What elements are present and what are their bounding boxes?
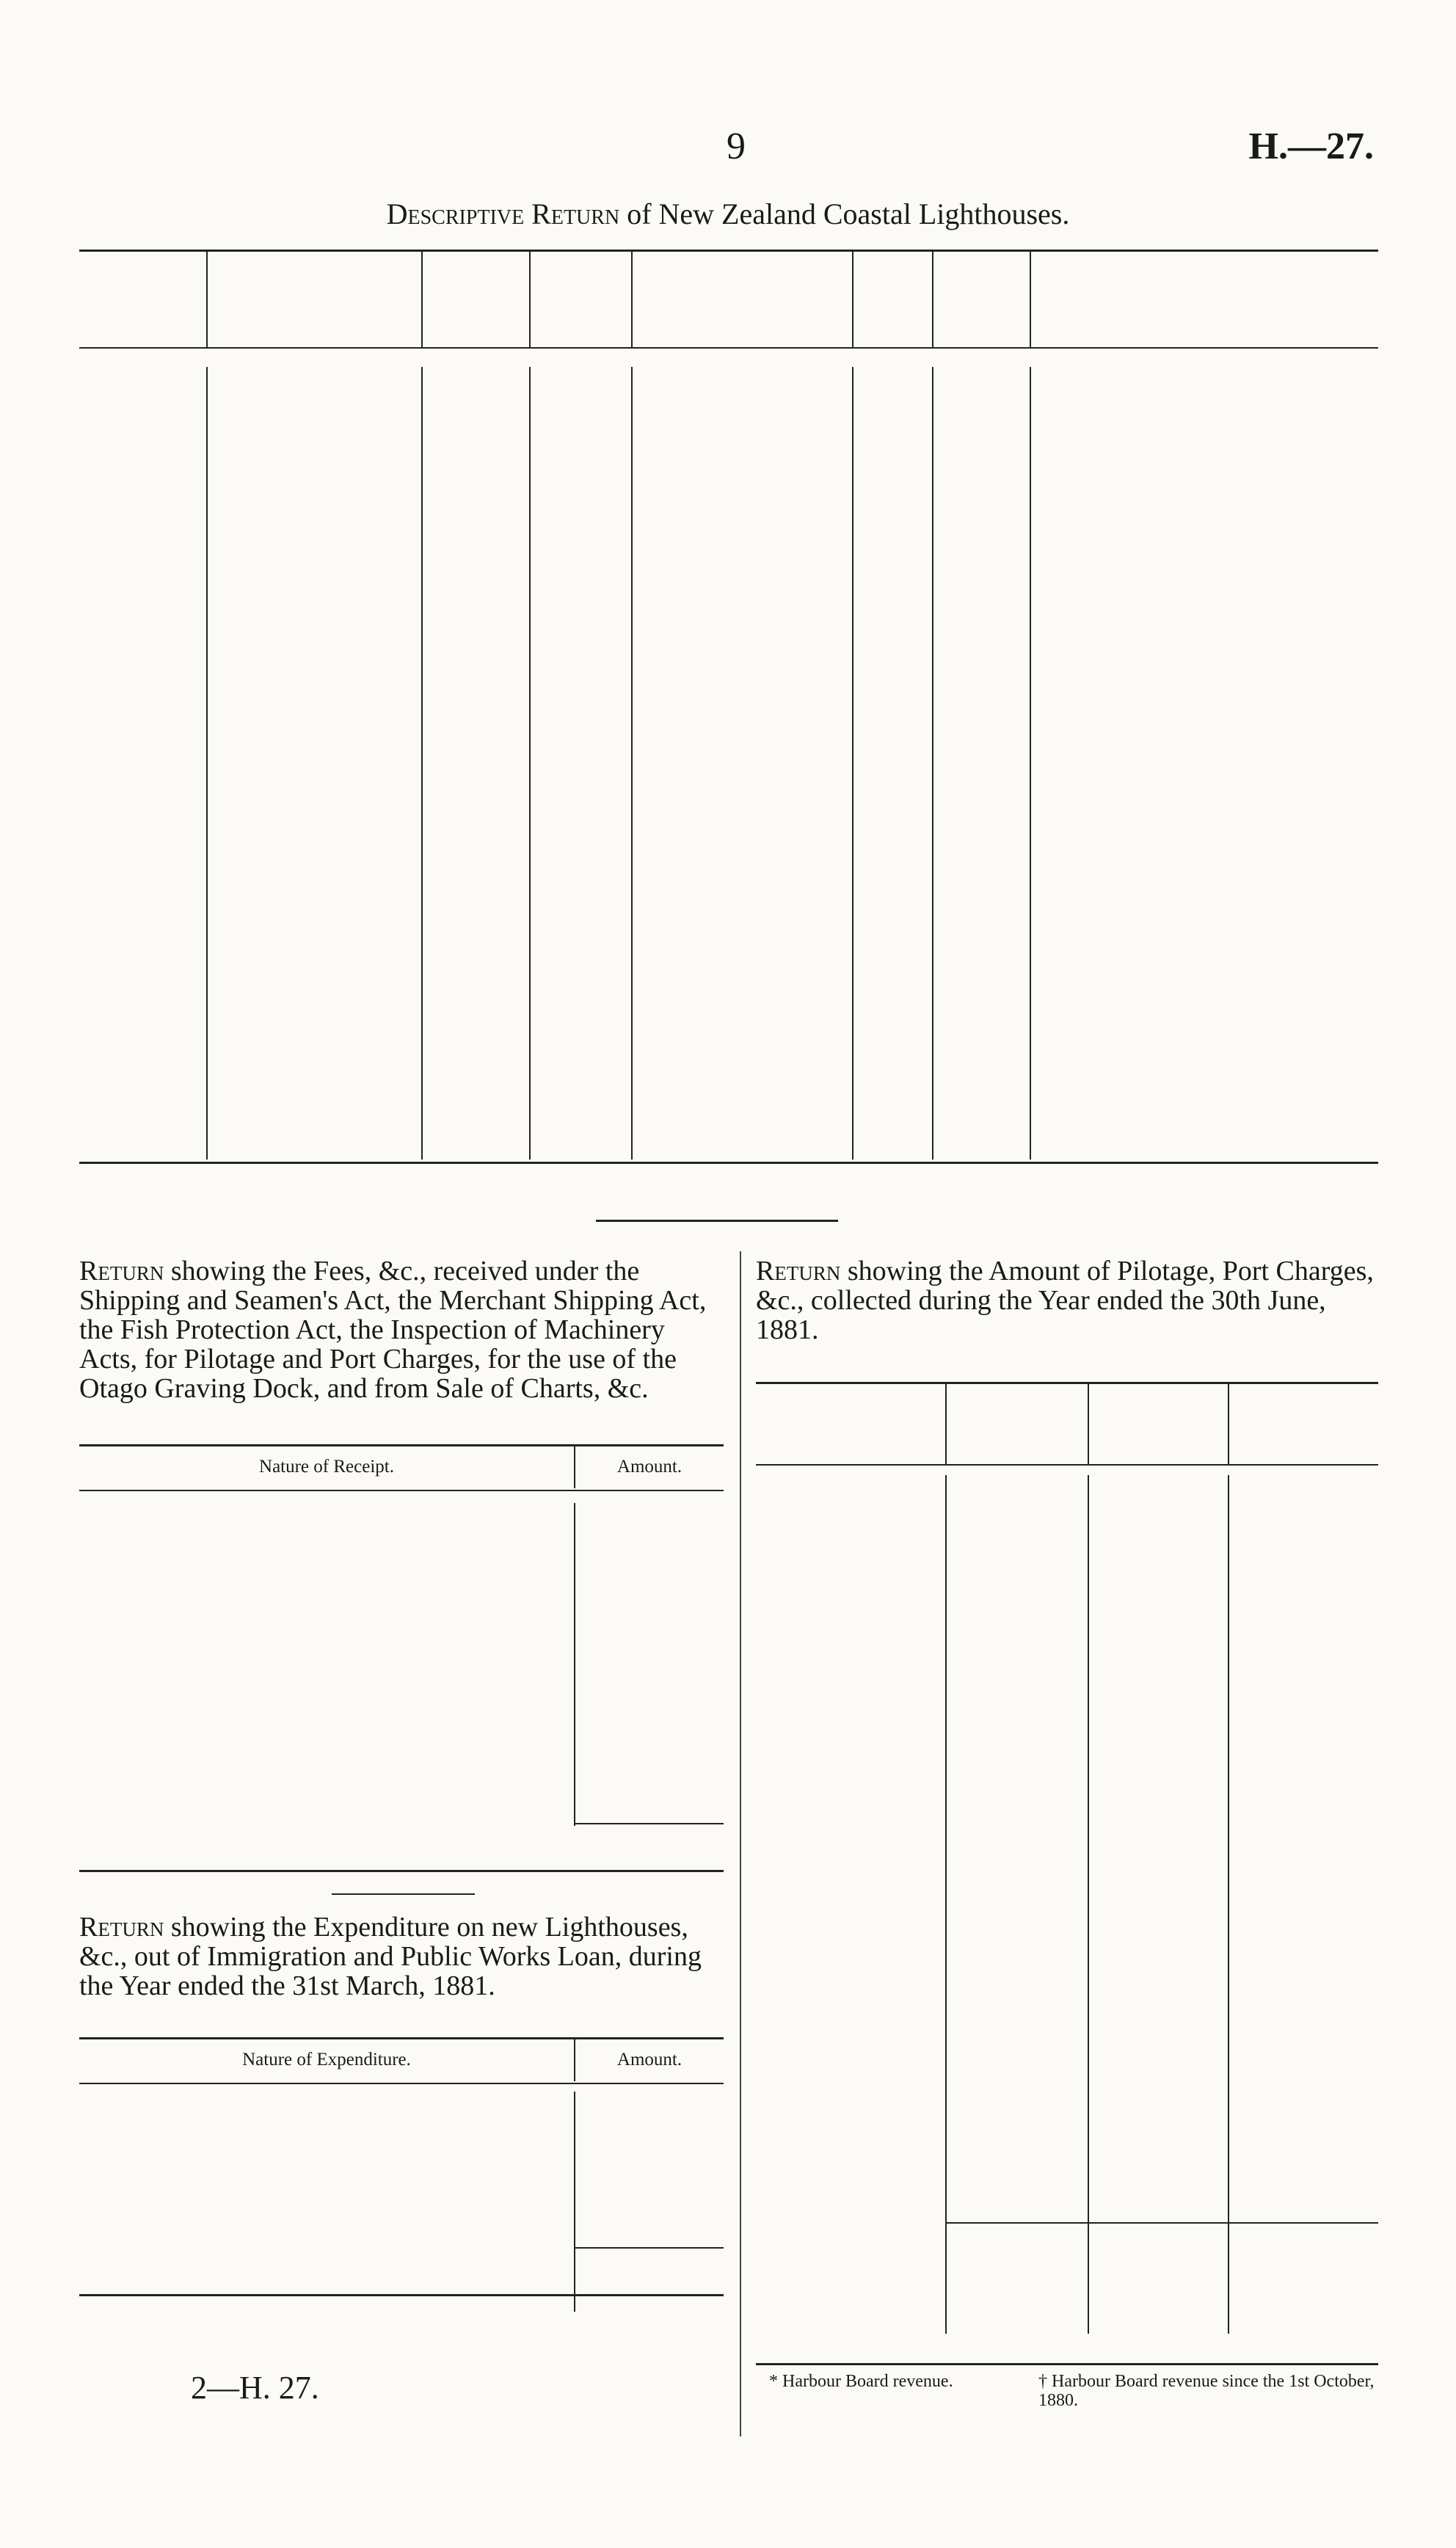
column-rule (529, 252, 531, 347)
lighthouse-row (79, 465, 1378, 489)
fees-row (79, 1625, 724, 1649)
fees-table-body (79, 1503, 724, 1841)
lighthouse-row (79, 980, 1378, 1004)
lighthouse-row (79, 416, 1378, 440)
signature-mark: 2—H. 27. (191, 2370, 319, 2406)
fees-row (79, 1601, 724, 1625)
section-divider (596, 1220, 838, 1222)
expenditure-total-row (79, 2265, 724, 2290)
pilotage-row (756, 1771, 1378, 1795)
expenditure-row (79, 2116, 724, 2141)
pilotage-header (756, 1383, 1378, 1464)
expenditure-row (79, 2191, 724, 2215)
pilotage-row (756, 1820, 1378, 1844)
fees-col-amount: Amount. (616, 1457, 682, 1477)
header-rule (79, 347, 1378, 349)
fees-row (79, 1576, 724, 1600)
fees-row (79, 1699, 724, 1723)
fees-row (79, 1526, 724, 1551)
pilotage-row (756, 2067, 1378, 2091)
lighthouse-header-cell (529, 252, 631, 347)
lighthouse-row (79, 1102, 1378, 1126)
lighthouse-row (79, 440, 1378, 465)
pilotage-row (756, 1499, 1378, 1524)
fees-return-title: Return showing the Fees, &c., received under the Shipping and Seamen's Act, the Merchant Shipping Act, the Fish Protection Act, the Inspection of Machinery Acts, for Pilotage and Port Charges, for the use of the Otago Graving Dock, and from Sale of Charts, &c. (79, 1256, 707, 1404)
lighthouse-header-cell (852, 252, 932, 347)
lighthouse-row (79, 539, 1378, 563)
pilotage-header-cell (756, 1383, 945, 1464)
fees-header (79, 1446, 724, 1488)
column-rule (206, 252, 208, 347)
fees-row (79, 1772, 724, 1797)
expenditure-row (79, 2166, 724, 2190)
fees-row (79, 1650, 724, 1674)
lighthouse-row (79, 685, 1378, 710)
lighthouse-header-cell (421, 252, 529, 347)
expenditure-row (79, 2215, 724, 2239)
lighthouse-row (79, 710, 1378, 735)
expenditure-row (79, 2141, 724, 2166)
pilotage-row (756, 2141, 1378, 2165)
lighthouse-row (79, 367, 1378, 391)
fees-bottom-rule (79, 1870, 724, 1872)
lighthouse-row (79, 931, 1378, 955)
lighthouse-row (79, 1053, 1378, 1077)
pilotage-row (756, 1524, 1378, 1548)
lighthouse-row (79, 391, 1378, 415)
lighthouse-row (79, 1078, 1378, 1102)
pilotage-row (756, 1746, 1378, 1770)
expenditure-total-rule (575, 2247, 724, 2249)
expenditure-table-body (79, 2092, 724, 2326)
pilotage-row (756, 1894, 1378, 1918)
expenditure-header (79, 2039, 724, 2081)
table-bottom-rule (79, 1162, 1378, 1164)
column-rule (1088, 1383, 1089, 1464)
expenditure-col-amount: Amount. (616, 2050, 682, 2070)
pilotage-row (756, 1918, 1378, 1943)
fees-total-row (79, 1841, 724, 1866)
lighthouse-row (79, 784, 1378, 808)
page-number: 9 (727, 125, 746, 167)
fees-row (79, 1551, 724, 1576)
lighthouse-row (79, 636, 1378, 660)
pilotage-row (756, 1943, 1378, 1968)
lighthouse-row (79, 1029, 1378, 1053)
expenditure-bottom-rule (79, 2294, 724, 2296)
fees-row (79, 1797, 724, 1821)
column-rule (1030, 252, 1031, 347)
lighthouse-row (79, 661, 1378, 685)
fees-header-rule (79, 1490, 724, 1491)
lighthouse-row (79, 1004, 1378, 1028)
lighthouse-row (79, 735, 1378, 759)
pilotage-total-rule (945, 2222, 1378, 2224)
expenditure-return-title: Return showing the Expenditure on new Lighthouses, &c., out of Immigration and Public Works Loan, during the Year ended the 31st March, 1881. (79, 1912, 702, 2001)
lighthouse-header-cell (79, 252, 206, 347)
lighthouse-header-cell (932, 252, 1030, 347)
fees-row (79, 1674, 724, 1698)
pilotage-row (756, 2165, 1378, 2189)
column-rule (631, 252, 633, 347)
pilotage-row (756, 2190, 1378, 2214)
pilotage-row (756, 1844, 1378, 1868)
pilotage-row (756, 1598, 1378, 1622)
expenditure-col-nature: Nature of Expenditure. (242, 2050, 411, 2070)
lighthouse-row (79, 881, 1378, 906)
lighthouse-row (79, 808, 1378, 832)
pilotage-row (756, 1697, 1378, 1721)
pilotage-row (756, 1992, 1378, 2017)
pilotage-row (756, 2091, 1378, 2115)
lighthouse-row (79, 956, 1378, 980)
lighthouse-header-cell (1030, 252, 1378, 347)
fees-col-receipt: Nature of Receipt. (259, 1457, 394, 1477)
pilotage-row (756, 1869, 1378, 1893)
lighthouse-row (79, 489, 1378, 514)
pilotage-row (756, 1623, 1378, 1647)
pilotage-row (756, 2042, 1378, 2066)
column-rule (945, 1383, 947, 1464)
lighthouse-row (79, 588, 1378, 612)
pilotage-bottom-rule (756, 2363, 1378, 2365)
column-divider (740, 1251, 741, 2436)
pilotage-row (756, 2116, 1378, 2140)
pilotage-return-title: Return showing the Amount of Pilotage, Port Charges, &c., collected during the Year ended the 30th June, 1881. (756, 1256, 1374, 1345)
expenditure-divider (332, 1893, 475, 1895)
lighthouse-table-header (79, 252, 1378, 347)
page-header (0, 125, 1456, 183)
lighthouse-row (79, 906, 1378, 931)
pilotage-header-rule (756, 1464, 1378, 1466)
pilotage-row (756, 1968, 1378, 1992)
document-reference: H.—27. (1248, 125, 1374, 167)
pilotage-table-body (756, 1475, 1378, 2334)
pilotage-row (756, 2017, 1378, 2042)
lighthouse-header-cell (631, 252, 852, 347)
fees-row (79, 1748, 724, 1772)
column-rule (1228, 1383, 1229, 1464)
column-rule (932, 252, 933, 347)
pilotage-row (756, 1548, 1378, 1573)
pilotage-row (756, 1648, 1378, 1672)
footnote-harbour: * Harbour Board revenue. (769, 2372, 953, 2391)
fees-total-rule (575, 1823, 724, 1824)
pilotage-row (756, 1573, 1378, 1598)
lighthouse-row (79, 612, 1378, 636)
lighthouse-row (79, 857, 1378, 881)
pilotage-header-cell (945, 1383, 1088, 1464)
pilotage-row (756, 1795, 1378, 1819)
lighthouse-row (79, 563, 1378, 587)
lighthouse-table-title: Descriptive Return of New Zealand Coastal Lighthouses. (386, 197, 1070, 230)
pilotage-totals-row (756, 2247, 1378, 2272)
footnote-since-october: † Harbour Board revenue since the 1st October, 1880. (1038, 2372, 1375, 2410)
pilotage-header-cell (1228, 1383, 1378, 1464)
pilotage-row (756, 1721, 1378, 1745)
lighthouse-table-body (79, 367, 1378, 1160)
lighthouse-row (79, 833, 1378, 857)
fees-row (79, 1723, 724, 1747)
column-rule (852, 252, 853, 347)
column-rule (421, 252, 423, 347)
lighthouse-row (79, 759, 1378, 783)
pilotage-header-cell (1088, 1383, 1228, 1464)
lighthouse-header-cell (206, 252, 421, 347)
expenditure-header-rule (79, 2083, 724, 2084)
lighthouse-row (79, 514, 1378, 538)
pilotage-row (756, 1672, 1378, 1696)
